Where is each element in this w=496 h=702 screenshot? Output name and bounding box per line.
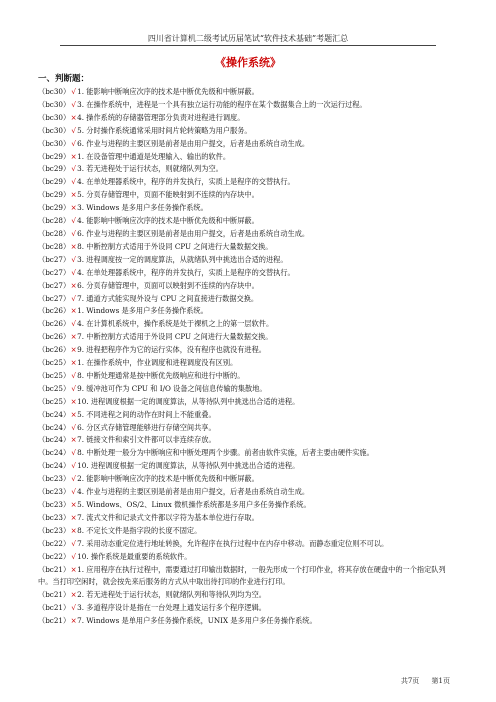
question-text: 2. 若无进程处于运行状态，则就绪队列和等待队列均为空。 — [77, 590, 266, 600]
header-divider — [60, 45, 436, 46]
question-source: （bc30） — [38, 99, 71, 109]
question-source: （bc29） — [38, 190, 71, 200]
question-text: 4. 操作系统的存储器管理部分负责对进程进行调度。 — [77, 112, 245, 122]
question-source: （bc25） — [38, 370, 71, 380]
question-text: 5. Windows、OS/2、Linux 微机操作系统都是多用户多任务操作系统。 — [77, 500, 311, 509]
question-text: 7. 通道方式能实现外设与 CPU 之间直接进行数据交换。 — [77, 293, 259, 303]
question-text: 5. 分时操作系统通常采用时间片轮转策略为用户服务。 — [77, 125, 252, 135]
cross-mark-icon: × — [70, 616, 77, 626]
cross-mark-icon: × — [70, 512, 77, 522]
question-list — [38, 86, 456, 628]
check-mark-icon: √ — [71, 370, 76, 380]
question-text: 7. 链接文件和索引文件都可以非连续存放。 — [77, 435, 216, 445]
question-item — [38, 151, 456, 164]
question-item — [38, 305, 456, 318]
cross-mark-icon: × — [70, 151, 77, 161]
question-item — [38, 615, 456, 628]
question-item — [38, 422, 456, 435]
question-source: （bc23） — [38, 512, 71, 522]
question-source: （bc30） — [38, 125, 71, 135]
check-mark-icon: √ — [71, 461, 76, 471]
question-text: 8. 中断处理通常是按中断优先级响应和进行中断的。 — [77, 370, 245, 380]
question-source: （bc22） — [38, 551, 71, 561]
question-source: （bc21） — [38, 564, 71, 574]
question-item — [38, 602, 456, 615]
question-source: （bc25） — [38, 358, 71, 368]
check-mark-icon: √ — [71, 538, 76, 548]
question-text: 6. 作业与进程的主要区别是前者是由用户提交，后者是由系统自动生成。 — [77, 138, 310, 148]
check-mark-icon: √ — [71, 487, 76, 497]
document-title: 《操作系统》 — [215, 56, 281, 69]
question-source: （bc27） — [38, 293, 71, 303]
question-source: （bc24） — [38, 435, 71, 445]
question-item — [38, 254, 456, 267]
cross-mark-icon: × — [70, 564, 77, 574]
question-source: （bc30） — [38, 138, 71, 148]
check-mark-icon: √ — [71, 319, 76, 329]
question-source: （bc29） — [38, 164, 71, 174]
question-item — [38, 357, 456, 370]
check-mark-icon: √ — [71, 254, 76, 264]
question-text: 6. 分区式存储管理能够进行存储空间共享。 — [77, 422, 216, 432]
check-mark-icon: √ — [71, 293, 76, 303]
question-source: （bc26） — [38, 332, 71, 342]
question-source: （bc29） — [38, 151, 71, 161]
question-source: （bc27） — [38, 280, 71, 290]
question-text: 1. 能影响中断响应次序的技术是中断优先级和中断屏蔽。 — [77, 87, 259, 96]
question-item — [38, 409, 456, 422]
question-item — [38, 267, 456, 280]
current-page: 第1页 — [431, 677, 450, 685]
check-mark-icon: √ — [71, 87, 76, 96]
cross-mark-icon: × — [70, 435, 77, 445]
question-item — [38, 551, 456, 564]
question-source: （bc23） — [38, 474, 71, 484]
question-source: （bc30） — [38, 87, 71, 96]
question-item — [38, 86, 456, 99]
question-item — [38, 228, 456, 241]
question-text: 8. 中断控制方式适用于外设同 CPU 之间进行大量数据交换。 — [77, 241, 273, 251]
question-text: 5. 分页存储管理中，页面不能映射到不连续的内存块中。 — [77, 190, 259, 200]
question-item — [38, 163, 456, 176]
question-source: （bc24） — [38, 422, 71, 432]
question-item — [38, 499, 456, 512]
cross-mark-icon: × — [70, 590, 77, 600]
question-item — [38, 125, 456, 138]
question-text: 8. 不定长文件是指字段的长度不固定。 — [77, 525, 202, 535]
page-header: 四川省计算机二级考试历届笔试“软件技术基础”考题汇总 — [147, 34, 349, 43]
cross-mark-icon: × — [70, 190, 77, 200]
question-source: （bc29） — [38, 177, 71, 187]
check-mark-icon: √ — [71, 422, 76, 432]
page-footer — [391, 676, 450, 686]
cross-mark-icon: × — [70, 396, 77, 406]
question-source: （bc28） — [38, 228, 71, 238]
cross-mark-icon: × — [70, 500, 77, 509]
question-text: 10. 进程调度根据一定的调度算法，从等待队列中挑选出合适的进程。 — [77, 461, 300, 471]
question-text: 9. 进程把程序作为它的运行实体，没有程序也就没有进程。 — [77, 345, 266, 355]
question-text: 4. 在单处理器系统中，程序的并发执行，实质上是程序的交替执行。 — [77, 267, 295, 277]
question-item — [38, 138, 456, 151]
question-source: （bc21） — [38, 616, 71, 626]
question-item — [38, 202, 456, 215]
question-source: （bc24） — [38, 461, 71, 471]
question-item — [38, 486, 456, 499]
check-mark-icon: √ — [71, 177, 76, 187]
question-source: （bc28） — [38, 241, 71, 251]
question-text: 1. Windows 是多用户多任务操作系统。 — [77, 306, 208, 316]
question-item — [38, 318, 456, 331]
question-item — [38, 473, 456, 486]
cross-mark-icon: × — [70, 345, 77, 355]
total-pages: 共7页 — [400, 677, 420, 685]
question-source: （bc21） — [38, 603, 71, 613]
question-text: 10. 操作系统是最重要的系统软件。 — [77, 551, 192, 561]
question-text: 4. 作业与进程的主要区别是前者是由用户提交，后者是由系统自动生成。 — [77, 487, 310, 497]
question-source: （bc26） — [38, 345, 71, 355]
question-text: 10. 进程调度根据一定的调度算法，从等待队列中挑选出合适的进程。 — [77, 396, 300, 406]
check-mark-icon: √ — [71, 164, 76, 174]
question-text: 4. 能影响中断响应次序的技术是中断优先级和中断屏蔽。 — [77, 216, 259, 226]
cross-mark-icon: × — [70, 112, 77, 122]
question-text: 7. 流式文件和记录式文件都以字符为基本单位进行存取。 — [77, 512, 259, 522]
question-text: 3. 若无进程处于运行状态，则就绪队列为空。 — [77, 164, 223, 174]
question-source: （bc30） — [38, 112, 71, 122]
question-item — [38, 396, 456, 409]
cross-mark-icon: × — [70, 280, 77, 290]
check-mark-icon: √ — [71, 99, 76, 109]
question-text: 8. 中断处理一般分为中断响应和中断处理两个步骤。前者由软件实施，后者主要由硬件实施。 — [77, 448, 374, 458]
question-item — [38, 331, 456, 344]
question-text: 7. 中断控制方式适用于外设同 CPU 之间进行大量数据交换。 — [77, 332, 273, 342]
question-source: （bc22） — [38, 538, 71, 548]
check-mark-icon: √ — [71, 603, 76, 613]
question-text: 4. 在单处理器系统中，程序的并发执行，实质上是程序的交替执行。 — [77, 177, 295, 187]
check-mark-icon: √ — [71, 125, 76, 135]
question-source: （bc28） — [38, 216, 71, 226]
question-text: 7. Windows 是单用户多任务操作系统，UNIX 是多用户多任务操作系统。 — [77, 616, 317, 626]
question-item — [38, 293, 456, 306]
question-item — [38, 241, 456, 254]
question-item — [38, 344, 456, 357]
question-item — [38, 99, 456, 112]
question-source: （bc21） — [38, 590, 71, 600]
question-text: 9. 缓冲池可作为 CPU 和 I/O 设备之间信息传输的集散地。 — [77, 383, 267, 393]
question-text: 5. 不同进程之间的动作在时间上不能重叠。 — [77, 409, 216, 419]
question-text: 1. 应用程序在执行过程中，需要通过打印输出数据时，一般先形成一个打印作业，将其存放在硬盘中的一个指定队列中。当打印空闲时，就会按先来后服务的方式从中取出待打印的作业进行打印。 — [38, 564, 446, 587]
question-item — [38, 176, 456, 189]
question-source: （bc26） — [38, 306, 71, 316]
check-mark-icon: √ — [71, 448, 76, 458]
question-text: 6. 作业与进程的主要区别是前者是由用户提交，后者是由系统自动生成。 — [77, 228, 310, 238]
check-mark-icon: √ — [71, 474, 76, 484]
cross-mark-icon: × — [70, 409, 77, 419]
question-item — [38, 564, 456, 590]
check-mark-icon: √ — [71, 267, 76, 277]
question-source: （bc25） — [38, 383, 71, 393]
question-text: 3. 多道程序设计是指在一台处理上通发运行多个程序逻辑。 — [77, 603, 266, 613]
question-source: （bc27） — [38, 254, 71, 264]
check-mark-icon: √ — [71, 216, 76, 226]
check-mark-icon: √ — [71, 228, 76, 238]
cross-mark-icon: × — [70, 306, 77, 316]
question-source: （bc23） — [38, 525, 71, 535]
question-text: 3. 在操作系统中，进程是一个具有独立运行功能的程序在某个数据集合上的一次运行过程。 — [77, 99, 367, 109]
cross-mark-icon: × — [70, 332, 77, 342]
question-source: （bc24） — [38, 409, 71, 419]
question-item — [38, 525, 456, 538]
question-item — [38, 460, 456, 473]
question-source: （bc23） — [38, 500, 71, 509]
cross-mark-icon: × — [70, 358, 77, 368]
question-item — [38, 589, 456, 602]
question-item — [38, 370, 456, 383]
question-item — [38, 512, 456, 525]
question-source: （bc26） — [38, 319, 71, 329]
question-text: 2. 能影响中断响应次序的技术是中断优先级和中断屏蔽。 — [77, 474, 259, 484]
section-heading: 一、判断题： — [38, 74, 90, 84]
question-text: 3. Windows 是多用户多任务操作系统。 — [77, 203, 208, 213]
cross-mark-icon: × — [70, 203, 77, 213]
question-item — [38, 112, 456, 125]
question-text: 6. 分页存储管理中，页面可以映射到不连续的内存块中。 — [77, 280, 259, 290]
question-item — [38, 434, 456, 447]
question-text: 1. 在设备管理中通道是处理输入、输出的软件。 — [77, 151, 231, 161]
question-text: 4. 在计算机系统中，操作系统是处于裸机之上的第一层软件。 — [77, 319, 274, 329]
question-source: （bc25） — [38, 396, 71, 406]
question-item — [38, 538, 456, 551]
check-mark-icon: √ — [71, 138, 76, 148]
question-text: 3. 进程调度按一定的调度算法，从就绪队列中挑选出合适的进程。 — [77, 254, 288, 264]
question-text: 1. 在操作系统中，作业调度和进程调度没有区别。 — [77, 358, 238, 368]
question-text: 7. 采用动态重定位进行地址转换，允许程序在执行过程中在内存中移动。而静态重定位则不可以。 — [77, 538, 389, 548]
question-source: （bc24） — [38, 448, 71, 458]
question-source: （bc29） — [38, 203, 71, 213]
question-item — [38, 447, 456, 460]
question-item — [38, 280, 456, 293]
question-item — [38, 383, 456, 396]
question-item — [38, 215, 456, 228]
cross-mark-icon: × — [70, 525, 77, 535]
check-mark-icon: √ — [71, 383, 76, 393]
check-mark-icon: √ — [71, 551, 76, 561]
question-source: （bc23） — [38, 487, 71, 497]
cross-mark-icon: × — [70, 241, 77, 251]
question-item — [38, 189, 456, 202]
question-source: （bc27） — [38, 267, 71, 277]
